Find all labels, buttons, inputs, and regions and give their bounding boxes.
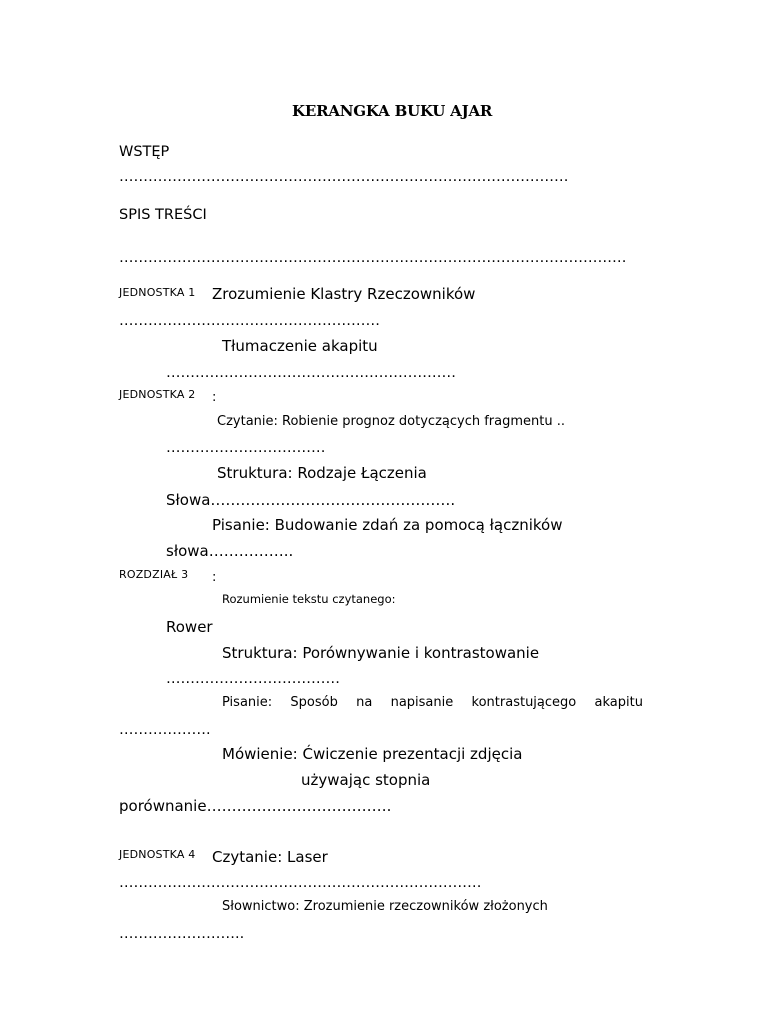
unit2-item2-cont: Słowa…………………………………………. bbox=[166, 491, 456, 509]
unit4-title-dots: ………………………………………………………………… bbox=[119, 875, 482, 891]
unit4-title: Czytanie: Laser bbox=[212, 848, 328, 866]
unit3-item1-cont: Rower bbox=[166, 618, 213, 636]
unit3-colon: : bbox=[212, 570, 217, 585]
unit3-item3-word: akapitu bbox=[594, 695, 643, 710]
unit1-title: Zrozumienie Klastry Rzeczowników bbox=[212, 285, 476, 303]
unit4-item1-dots: …………………….. bbox=[119, 926, 245, 942]
unit2-item3-cont: słowa…………….. bbox=[166, 542, 294, 560]
toc-heading: SPIS TREŚCI bbox=[119, 207, 207, 223]
unit3-item3 bbox=[222, 696, 643, 709]
unit1-title-dots: ……………………………………………… bbox=[119, 313, 380, 329]
unit2-item3: Pisanie: Budowanie zdań za pomocą łączników bbox=[212, 516, 563, 534]
unit1-label: JEDNOSTKA 1 bbox=[119, 286, 196, 299]
unit4-item1: Słownictwo: Zrozumienie rzeczowników złożonych bbox=[222, 899, 548, 914]
intro-heading: WSTĘP bbox=[119, 144, 170, 160]
unit3-label: ROZDZIAŁ 3 bbox=[119, 568, 189, 581]
unit3-item4-cont: używając stopnia bbox=[301, 771, 431, 789]
unit3-item4-cont2: porównanie………………………………. bbox=[119, 797, 392, 815]
unit3-item3-word: na bbox=[356, 695, 373, 710]
unit2-item2: Struktura: Rodzaje Łączenia bbox=[217, 464, 427, 482]
unit2-item1-dots: …………………………… bbox=[166, 440, 326, 456]
unit3-item4: Mówienie: Ćwiczenie prezentacji zdjęcia bbox=[222, 745, 523, 763]
unit2-item1: Czytanie: Robienie prognoz dotyczących fragmentu .. bbox=[217, 414, 565, 429]
intro-dots: ………………………………………………………………………………… bbox=[119, 169, 569, 185]
unit3-item3-dots: ………………. bbox=[119, 722, 211, 738]
unit3-item3-word: napisanie bbox=[390, 695, 454, 710]
unit3-item2-dots: ……………………………… bbox=[166, 671, 340, 687]
unit3-item3-word: kontrastującego bbox=[471, 695, 577, 710]
unit3-item3-word: Sposób bbox=[290, 695, 338, 710]
unit3-item2: Struktura: Porównywanie i kontrastowanie bbox=[222, 644, 540, 662]
unit3-item1: Rozumienie tekstu czytanego: bbox=[222, 592, 396, 606]
unit2-label: JEDNOSTKA 2 bbox=[119, 388, 196, 401]
document-title: KERANGKA BUKU AJAR bbox=[292, 102, 493, 120]
unit3-item3-word: Pisanie: bbox=[222, 695, 273, 710]
toc-dots: …………………………………………………………………………………………… bbox=[119, 250, 627, 266]
unit1-item1: Tłumaczenie akapitu bbox=[222, 337, 378, 355]
unit2-colon: : bbox=[212, 390, 217, 405]
unit4-label: JEDNOSTKA 4 bbox=[119, 848, 196, 861]
unit1-item1-dots: …………………………………………………… bbox=[166, 365, 456, 381]
